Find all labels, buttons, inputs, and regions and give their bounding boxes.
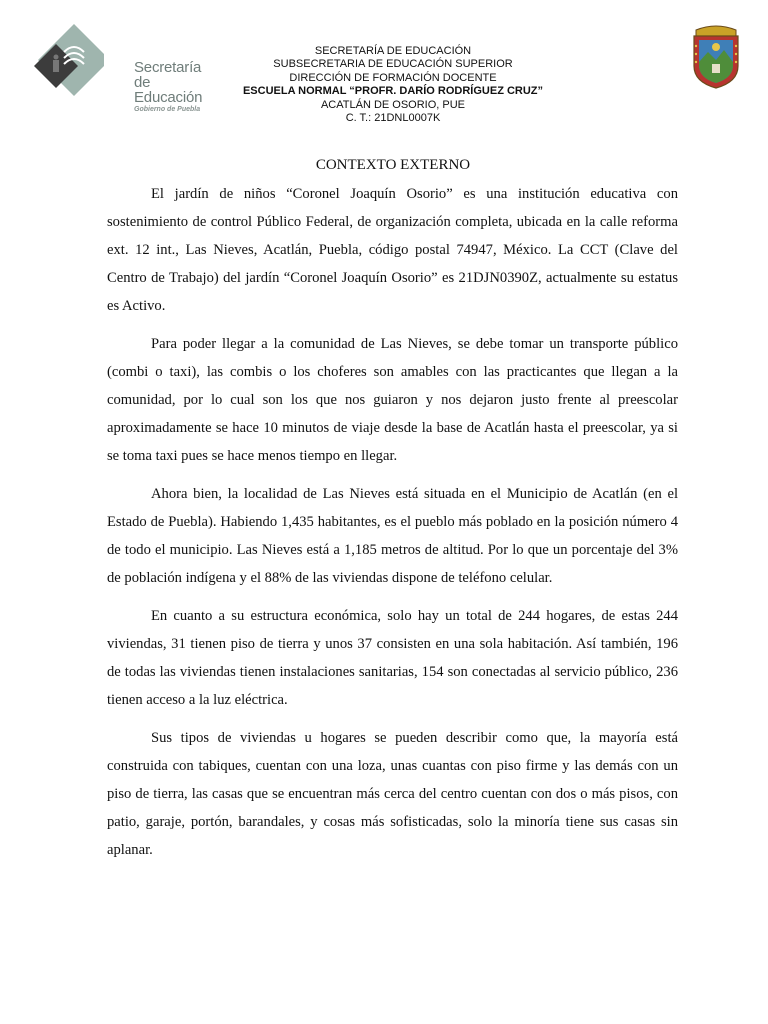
paragraph-jardin: El jardín de niños “Coronel Joaquín Osorio” es una institución educativa con sostenimiento de control Público Federal, de organización completa, ubicada en la calle reforma ext. 12 int., Las Nieves, Acatlán, Puebla, código postal 74947, México. La CCT (Clave del Centro de Trabajo) del jardín “Coronel Joaquín Osorio” es 21DJN0390Z, actualmente su estatus es Activo. xyxy=(107,186,678,314)
header-line-clave: C. T.: 21DNL0007K xyxy=(345,112,441,125)
paragraph-economia: En cuanto a su estructura económica, solo hay un total de 244 hogares, de estas 244 viviendas, 31 tienen piso de tierra y unos 37 consisten en una sola habitación. Así también, 196 de todas las viviendas tienen instalaciones sanitarias, 154 son conectadas al servicio público, 236 tienen acceso a la luz eléctrica. xyxy=(107,608,678,708)
logo-line-3: Gobierno de Puebla xyxy=(134,106,201,113)
secretaria-educacion-logo xyxy=(34,22,203,113)
header-line-direccion: DIRECCIÓN DE FORMACIÓN DOCENTE xyxy=(289,71,497,84)
coat-of-arms-icon xyxy=(690,22,742,90)
logo-line-2: de Educación xyxy=(134,74,203,106)
secretaria-logo-icon xyxy=(34,22,104,102)
header-line-escuela: ESCUELA NORMAL “PROFR. DARÍO RODRÍGUEZ CRUZ” xyxy=(242,85,544,98)
logo-line-1: Secretaría xyxy=(134,59,202,76)
header-line-ciudad: ACATLÁN DE OSORIO, PUE xyxy=(320,98,466,111)
document-body xyxy=(107,180,678,874)
header-line-subsecretaria: SUBSECRETARIA DE EDUCACIÓN SUPERIOR xyxy=(273,58,513,71)
document-header xyxy=(180,45,606,125)
header-line-secretaria: SECRETARÍA DE EDUCACIÓN xyxy=(314,45,472,57)
paragraph-viviendas: Sus tipos de viviendas u hogares se pueden describir como que, la mayoría está construida con tabiques, cuentan con una loza, unas cuantas con piso firme y las demás con un piso de tierra, las casas que se encuentran más cerca del centro cuentan con dos o más pisos, con patio, garaje, portón, barandales, y cosas más sofisticadas, solo la minoría tiene sus casas sin aplanar. xyxy=(107,730,678,858)
paragraph-transporte: Para poder llegar a la comunidad de Las Nieves, se debe tomar un transporte público (combi o taxi), las combis o los choferes son amables con las practicantes que llegan a la comunidad, por lo cual son los que nos guiaron y nos dejaron justo frente al preescolar aproximadamente se hace 10 minutos de viaje desde la base de Acatlán hasta el preescolar, ya si se toma taxi pues se hace menos tiempo en llegar. xyxy=(107,336,678,464)
section-title: CONTEXTO EXTERNO xyxy=(315,157,471,173)
paragraph-localidad: Ahora bien, la localidad de Las Nieves está situada en el Municipio de Acatlán (en el Estado de Puebla). Habiendo 1,435 habitantes, es el pueblo más poblado en la posición número 4 de todo el municipio. Las Nieves está a 1,185 metros de altitud. Por lo que un porcentaje del 3% de población indígena y el 88% de las viviendas dispone de teléfono celular. xyxy=(107,486,678,586)
